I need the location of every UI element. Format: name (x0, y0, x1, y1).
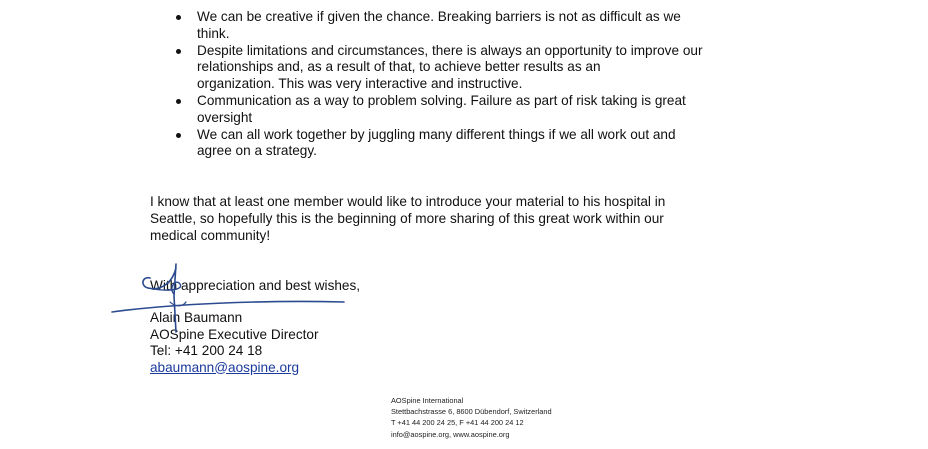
list-item-line: organization. This was very interactive and instructive. (197, 76, 523, 92)
list-item-line: oversight (197, 109, 253, 125)
signer-title: AOSpine Executive Director (150, 326, 319, 342)
list-item-line: Communication as a way to problem solving. Failure as part of risk taking is great (197, 92, 686, 108)
list-item-line: Despite limitations and circumstances, there is always an opportunity to improve our (197, 42, 703, 58)
body-paragraph (150, 193, 710, 245)
list-item-line: think. (197, 25, 230, 41)
footer-contact: info@aospine.org, www.aospine.org (391, 429, 510, 439)
letterhead-footer (391, 395, 552, 440)
footer-address: Stettbachstrasse 6, 8600 Dübendorf, Switzerland (391, 407, 552, 417)
list-item (150, 127, 750, 161)
list-item-line: We can be creative if given the chance. Breaking barriers is not as difficult as we (197, 9, 681, 24)
list-item-line: relationships and, as a result of that, to achieve better results as an (197, 59, 601, 75)
paragraph-line: medical community! (150, 228, 271, 244)
closing-line: With appreciation and best wishes, (150, 278, 361, 293)
footer-phone-fax: T +41 44 200 24 25, F +41 44 200 24 12 (391, 418, 524, 428)
signature-block (150, 310, 318, 376)
paragraph-line: I know that at least one member would like to introduce your material to his hospital in (150, 194, 666, 209)
list-item-line: agree on a strategy. (197, 143, 317, 159)
takeaways-list (150, 9, 750, 160)
list-item (150, 9, 750, 43)
signer-email-link[interactable]: abaumann@aospine.org (150, 359, 300, 375)
list-item (150, 93, 750, 127)
signer-name: Alain Baumann (150, 310, 243, 325)
list-item (150, 43, 750, 93)
paragraph-line: Seattle, so hopefully this is the beginning of more sharing of this great work within our (150, 211, 664, 227)
list-item-line: We can all work together by juggling many different things if we all work out and (197, 126, 676, 142)
footer-org: AOSpine International (391, 396, 464, 405)
signer-phone: Tel: +41 200 24 18 (150, 343, 263, 358)
